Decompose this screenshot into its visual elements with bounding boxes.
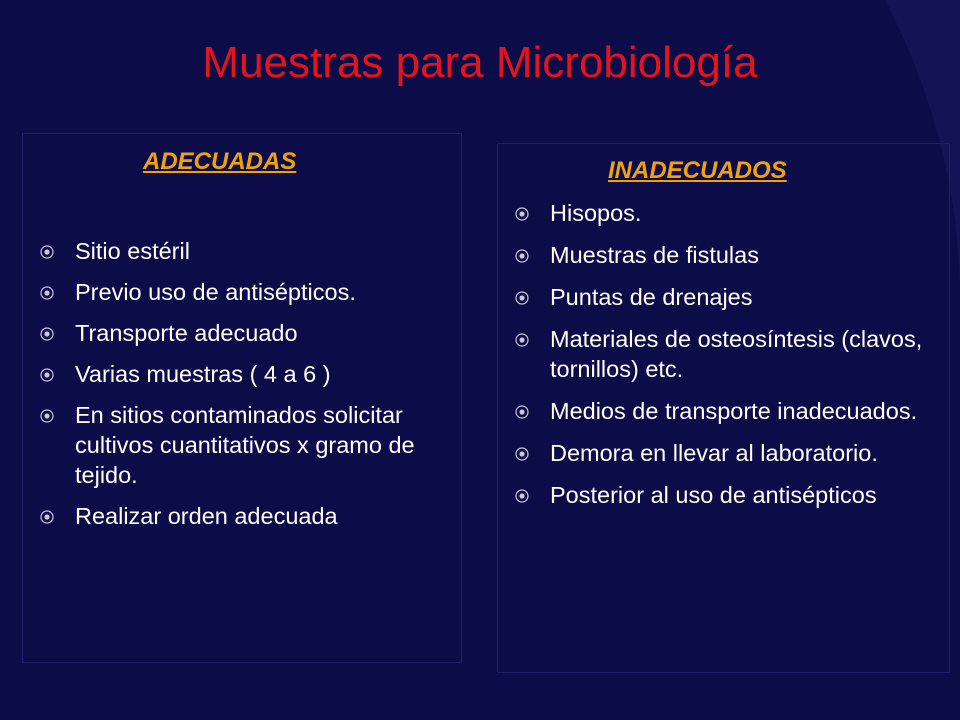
list-item (22, 277, 442, 307)
list-item (22, 359, 442, 389)
target-bullet-icon (40, 368, 54, 382)
list-item (497, 240, 947, 270)
list-item-text: Previo uso de antisépticos. (75, 279, 356, 305)
list-item-text: Muestras de fistulas (550, 242, 759, 268)
list-item-text: Varias muestras ( 4 a 6 ) (75, 361, 331, 387)
target-bullet-icon (40, 286, 54, 300)
target-bullet-icon (515, 333, 529, 347)
list-item-text: Demora en llevar al laboratorio. (550, 440, 878, 466)
left-list (22, 236, 442, 542)
target-bullet-icon (515, 447, 529, 461)
list-item (497, 396, 947, 426)
list-item-text: En sitios contaminados solicitar cultivos cuantitativos x gramo de tejido. (75, 402, 415, 488)
left-heading: ADECUADAS (143, 148, 297, 175)
target-bullet-icon (515, 249, 529, 263)
list-item (497, 198, 947, 228)
target-bullet-icon (40, 409, 54, 423)
list-item-text: Materiales de osteosíntesis (clavos, tornillos) etc. (550, 326, 923, 382)
list-item (497, 438, 947, 468)
list-item (497, 324, 947, 384)
list-item-text: Hisopos. (550, 200, 642, 226)
target-bullet-icon (515, 291, 529, 305)
list-item (497, 480, 947, 510)
list-item-text: Medios de transporte inadecuados. (550, 398, 918, 424)
list-item (22, 236, 442, 266)
list-item-text: Transporte adecuado (75, 320, 298, 346)
target-bullet-icon (40, 327, 54, 341)
list-item (497, 282, 947, 312)
target-bullet-icon (40, 245, 54, 259)
list-item-text: Posterior al uso de antisépticos (550, 482, 877, 508)
list-item (22, 501, 442, 531)
target-bullet-icon (515, 405, 529, 419)
right-list (497, 198, 947, 522)
list-item-text: Sitio estéril (75, 238, 190, 264)
target-bullet-icon (40, 510, 54, 524)
list-item (22, 400, 442, 490)
page-title: Muestras para Microbiología (202, 38, 758, 87)
list-item (22, 318, 442, 348)
target-bullet-icon (515, 489, 529, 503)
target-bullet-icon (515, 207, 529, 221)
list-item-text: Realizar orden adecuada (75, 503, 338, 529)
right-heading: INADECUADOS (608, 157, 787, 184)
list-item-text: Puntas de drenajes (550, 284, 753, 310)
